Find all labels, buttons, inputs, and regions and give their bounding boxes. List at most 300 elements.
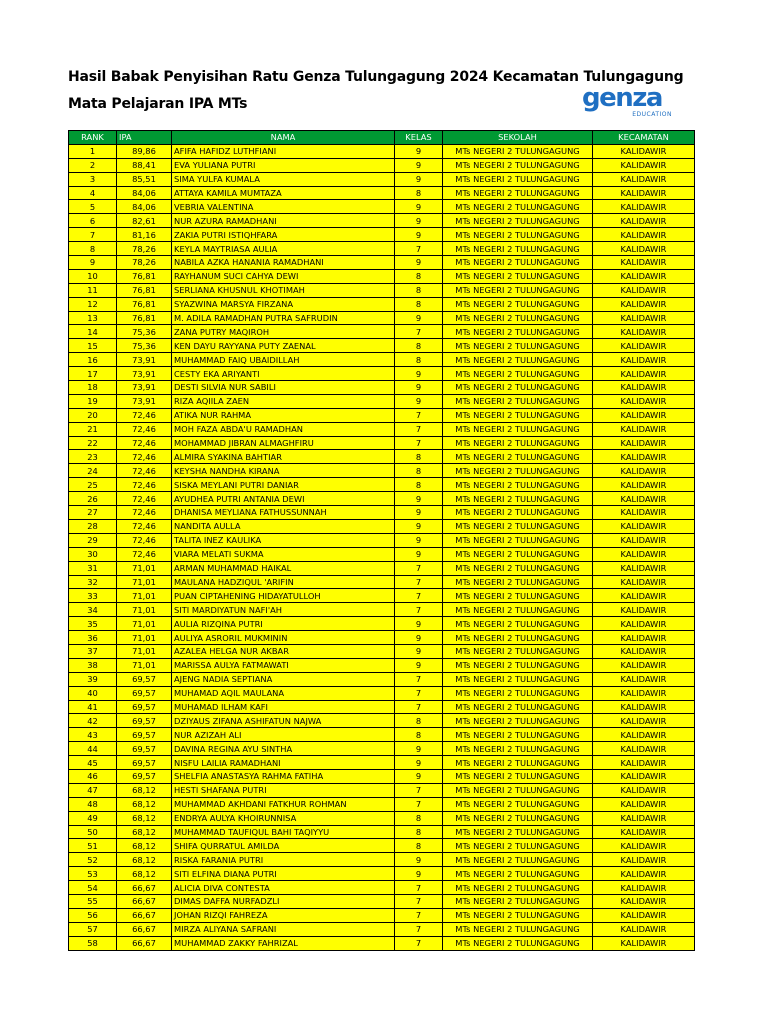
cell-ipa-score: 71,01 [117, 658, 172, 672]
cell-rank: 36 [69, 631, 117, 645]
cell-kelas: 7 [395, 783, 443, 797]
cell-kecamatan: KALIDAWIR [593, 144, 695, 158]
cell-rank: 17 [69, 367, 117, 381]
cell-sekolah: MTs NEGERI 2 TULUNGAGUNG [443, 728, 593, 742]
table-row [69, 797, 695, 811]
cell-ipa-score: 68,12 [117, 811, 172, 825]
cell-kelas: 9 [395, 867, 443, 881]
table-row [69, 547, 695, 561]
cell-rank: 27 [69, 506, 117, 520]
cell-kelas: 7 [395, 603, 443, 617]
cell-kecamatan: KALIDAWIR [593, 769, 695, 783]
column-header-ipa: IPA [117, 131, 172, 145]
cell-ipa-score: 75,36 [117, 339, 172, 353]
cell-ipa-score: 72,46 [117, 408, 172, 422]
cell-sekolah: MTs NEGERI 2 TULUNGAGUNG [443, 644, 593, 658]
table-row [69, 339, 695, 353]
cell-sekolah: MTs NEGERI 2 TULUNGAGUNG [443, 394, 593, 408]
table-row [69, 908, 695, 922]
cell-rank: 37 [69, 644, 117, 658]
table-row [69, 867, 695, 881]
cell-nama: MOH FAZA ABDA'U RAMADHAN [172, 422, 395, 436]
cell-kecamatan: KALIDAWIR [593, 867, 695, 881]
cell-kecamatan: KALIDAWIR [593, 325, 695, 339]
cell-rank: 25 [69, 478, 117, 492]
cell-kelas: 7 [395, 686, 443, 700]
cell-ipa-score: 89,86 [117, 144, 172, 158]
table-row [69, 200, 695, 214]
cell-kelas: 9 [395, 644, 443, 658]
cell-sekolah: MTs NEGERI 2 TULUNGAGUNG [443, 492, 593, 506]
cell-kelas: 8 [395, 839, 443, 853]
cell-kelas: 9 [395, 214, 443, 228]
cell-sekolah: MTs NEGERI 2 TULUNGAGUNG [443, 186, 593, 200]
cell-rank: 10 [69, 269, 117, 283]
table-row [69, 631, 695, 645]
cell-rank: 55 [69, 894, 117, 908]
cell-nama: AYUDHEA PUTRI ANTANIA DEWI [172, 492, 395, 506]
cell-sekolah: MTs NEGERI 2 TULUNGAGUNG [443, 631, 593, 645]
cell-kelas: 9 [395, 658, 443, 672]
cell-ipa-score: 69,57 [117, 769, 172, 783]
cell-ipa-score: 72,46 [117, 492, 172, 506]
cell-sekolah: MTs NEGERI 2 TULUNGAGUNG [443, 714, 593, 728]
cell-nama: AFIFA HAFIDZ LUTHFIANI [172, 144, 395, 158]
table-row [69, 422, 695, 436]
cell-rank: 29 [69, 533, 117, 547]
cell-ipa-score: 66,67 [117, 894, 172, 908]
cell-kecamatan: KALIDAWIR [593, 922, 695, 936]
cell-kelas: 8 [395, 811, 443, 825]
cell-rank: 19 [69, 394, 117, 408]
logo-wordmark: genza [582, 83, 662, 113]
cell-nama: MIRZA ALIYANA SAFRANI [172, 922, 395, 936]
cell-kelas: 9 [395, 158, 443, 172]
cell-sekolah: MTs NEGERI 2 TULUNGAGUNG [443, 519, 593, 533]
cell-kecamatan: KALIDAWIR [593, 214, 695, 228]
cell-kelas: 9 [395, 519, 443, 533]
table-row [69, 853, 695, 867]
cell-rank: 46 [69, 769, 117, 783]
cell-kecamatan: KALIDAWIR [593, 742, 695, 756]
cell-nama: MAULANA HADZIQUL 'ARIFIN [172, 575, 395, 589]
cell-sekolah: MTs NEGERI 2 TULUNGAGUNG [443, 839, 593, 853]
cell-sekolah: MTs NEGERI 2 TULUNGAGUNG [443, 311, 593, 325]
cell-kecamatan: KALIDAWIR [593, 783, 695, 797]
cell-nama: SHELFIA ANASTASYA RAHMA FATIHA [172, 769, 395, 783]
table-row [69, 311, 695, 325]
cell-kelas: 7 [395, 575, 443, 589]
cell-sekolah: MTs NEGERI 2 TULUNGAGUNG [443, 144, 593, 158]
cell-rank: 50 [69, 825, 117, 839]
table-row [69, 881, 695, 895]
cell-sekolah: MTs NEGERI 2 TULUNGAGUNG [443, 756, 593, 770]
cell-sekolah: MTs NEGERI 2 TULUNGAGUNG [443, 922, 593, 936]
cell-kecamatan: KALIDAWIR [593, 422, 695, 436]
cell-sekolah: MTs NEGERI 2 TULUNGAGUNG [443, 269, 593, 283]
cell-sekolah: MTs NEGERI 2 TULUNGAGUNG [443, 214, 593, 228]
table-row [69, 228, 695, 242]
table-row [69, 783, 695, 797]
cell-rank: 4 [69, 186, 117, 200]
cell-rank: 21 [69, 422, 117, 436]
cell-kelas: 9 [395, 533, 443, 547]
cell-sekolah: MTs NEGERI 2 TULUNGAGUNG [443, 256, 593, 270]
cell-rank: 22 [69, 436, 117, 450]
cell-rank: 11 [69, 283, 117, 297]
cell-nama: VEBRIA VALENTINA [172, 200, 395, 214]
cell-kelas: 9 [395, 367, 443, 381]
cell-nama: SYAZWINA MARSYA FIRZANA [172, 297, 395, 311]
cell-kelas: 9 [395, 381, 443, 395]
cell-ipa-score: 78,26 [117, 242, 172, 256]
cell-ipa-score: 69,57 [117, 728, 172, 742]
table-row [69, 367, 695, 381]
cell-kelas: 8 [395, 714, 443, 728]
cell-sekolah: MTs NEGERI 2 TULUNGAGUNG [443, 297, 593, 311]
cell-kecamatan: KALIDAWIR [593, 881, 695, 895]
cell-kecamatan: KALIDAWIR [593, 450, 695, 464]
cell-sekolah: MTs NEGERI 2 TULUNGAGUNG [443, 450, 593, 464]
cell-sekolah: MTs NEGERI 2 TULUNGAGUNG [443, 172, 593, 186]
table-row [69, 269, 695, 283]
cell-kelas: 8 [395, 297, 443, 311]
table-row [69, 700, 695, 714]
page-title: Hasil Babak Penyisihan Ratu Genza Tulungagung 2024 Kecamatan Tulungagung [68, 69, 684, 85]
table-row [69, 297, 695, 311]
table-row [69, 172, 695, 186]
cell-kelas: 9 [395, 547, 443, 561]
cell-nama: NANDITA AULLA [172, 519, 395, 533]
cell-ipa-score: 68,12 [117, 839, 172, 853]
cell-nama: SISKA MEYLANI PUTRI DANIAR [172, 478, 395, 492]
table-row [69, 769, 695, 783]
cell-ipa-score: 72,46 [117, 519, 172, 533]
cell-kecamatan: KALIDAWIR [593, 283, 695, 297]
cell-sekolah: MTs NEGERI 2 TULUNGAGUNG [443, 561, 593, 575]
cell-rank: 15 [69, 339, 117, 353]
cell-kecamatan: KALIDAWIR [593, 353, 695, 367]
cell-nama: ARMAN MUHAMMAD HAIKAL [172, 561, 395, 575]
table-row [69, 214, 695, 228]
cell-kelas: 9 [395, 172, 443, 186]
cell-sekolah: MTs NEGERI 2 TULUNGAGUNG [443, 381, 593, 395]
cell-sekolah: MTs NEGERI 2 TULUNGAGUNG [443, 353, 593, 367]
cell-rank: 28 [69, 519, 117, 533]
cell-kelas: 8 [395, 825, 443, 839]
cell-rank: 14 [69, 325, 117, 339]
cell-kecamatan: KALIDAWIR [593, 464, 695, 478]
cell-nama: MUHAMMAD AKHDANI FATKHUR ROHMAN [172, 797, 395, 811]
cell-ipa-score: 72,46 [117, 533, 172, 547]
cell-nama: MUHAMAD AQIL MAULANA [172, 686, 395, 700]
cell-ipa-score: 66,67 [117, 936, 172, 950]
cell-ipa-score: 68,12 [117, 797, 172, 811]
table-row [69, 617, 695, 631]
cell-kelas: 9 [395, 631, 443, 645]
cell-kecamatan: KALIDAWIR [593, 561, 695, 575]
cell-kelas: 8 [395, 478, 443, 492]
cell-rank: 20 [69, 408, 117, 422]
cell-kecamatan: KALIDAWIR [593, 658, 695, 672]
table-row [69, 186, 695, 200]
cell-kecamatan: KALIDAWIR [593, 797, 695, 811]
cell-kecamatan: KALIDAWIR [593, 311, 695, 325]
cell-nama: ALICIA DIVA CONTESTA [172, 881, 395, 895]
column-header-sekolah: SEKOLAH [443, 131, 593, 145]
cell-nama: KEYSHA NANDHA KIRANA [172, 464, 395, 478]
cell-ipa-score: 71,01 [117, 561, 172, 575]
table-row [69, 839, 695, 853]
cell-nama: NUR AZIZAH ALI [172, 728, 395, 742]
cell-nama: AULIYA ASRORIL MUKMININ [172, 631, 395, 645]
cell-kecamatan: KALIDAWIR [593, 186, 695, 200]
cell-rank: 33 [69, 589, 117, 603]
cell-kecamatan: KALIDAWIR [593, 533, 695, 547]
table-row [69, 492, 695, 506]
cell-kecamatan: KALIDAWIR [593, 825, 695, 839]
cell-kecamatan: KALIDAWIR [593, 506, 695, 520]
cell-nama: NISFU LAILIA RAMADHANI [172, 756, 395, 770]
table-row [69, 325, 695, 339]
cell-kecamatan: KALIDAWIR [593, 631, 695, 645]
table-row [69, 811, 695, 825]
cell-kelas: 7 [395, 672, 443, 686]
cell-rank: 53 [69, 867, 117, 881]
cell-nama: M. ADILA RAMADHAN PUTRA SAFRUDIN [172, 311, 395, 325]
table-row [69, 936, 695, 950]
table-row [69, 144, 695, 158]
cell-ipa-score: 72,46 [117, 547, 172, 561]
page-subtitle: Mata Pelajaran IPA MTs [68, 96, 248, 112]
cell-sekolah: MTs NEGERI 2 TULUNGAGUNG [443, 658, 593, 672]
cell-kelas: 9 [395, 742, 443, 756]
cell-kecamatan: KALIDAWIR [593, 394, 695, 408]
cell-kecamatan: KALIDAWIR [593, 297, 695, 311]
cell-nama: KEYLA MAYTRIASA AULIA [172, 242, 395, 256]
cell-sekolah: MTs NEGERI 2 TULUNGAGUNG [443, 617, 593, 631]
cell-kelas: 9 [395, 394, 443, 408]
cell-kelas: 7 [395, 325, 443, 339]
cell-nama: MUHAMMAD TAUFIQUL BAHI TAQIYYU [172, 825, 395, 839]
cell-ipa-score: 75,36 [117, 325, 172, 339]
cell-ipa-score: 73,91 [117, 353, 172, 367]
cell-kecamatan: KALIDAWIR [593, 408, 695, 422]
table-row [69, 478, 695, 492]
cell-nama: DESTI SILVIA NUR SABILI [172, 381, 395, 395]
cell-ipa-score: 71,01 [117, 644, 172, 658]
cell-ipa-score: 72,46 [117, 450, 172, 464]
cell-kecamatan: KALIDAWIR [593, 519, 695, 533]
cell-nama: NUR AZURA RAMADHANI [172, 214, 395, 228]
cell-rank: 35 [69, 617, 117, 631]
cell-sekolah: MTs NEGERI 2 TULUNGAGUNG [443, 700, 593, 714]
cell-nama: DZIYAUS ZIFANA ASHIFATUN NAJWA [172, 714, 395, 728]
cell-kecamatan: KALIDAWIR [593, 644, 695, 658]
cell-kelas: 7 [395, 589, 443, 603]
cell-rank: 7 [69, 228, 117, 242]
cell-ipa-score: 72,46 [117, 422, 172, 436]
cell-nama: DAVINA REGINA AYU SINTHA [172, 742, 395, 756]
cell-rank: 49 [69, 811, 117, 825]
table-header-row [69, 131, 695, 145]
cell-nama: RAYHANUM SUCI CAHYA DEWI [172, 269, 395, 283]
cell-sekolah: MTs NEGERI 2 TULUNGAGUNG [443, 797, 593, 811]
cell-ipa-score: 76,81 [117, 269, 172, 283]
cell-sekolah: MTs NEGERI 2 TULUNGAGUNG [443, 783, 593, 797]
cell-rank: 45 [69, 756, 117, 770]
table-row [69, 603, 695, 617]
cell-kecamatan: KALIDAWIR [593, 478, 695, 492]
cell-nama: RISKA FARANIA PUTRI [172, 853, 395, 867]
cell-ipa-score: 69,57 [117, 756, 172, 770]
cell-kelas: 7 [395, 242, 443, 256]
cell-kelas: 9 [395, 617, 443, 631]
cell-nama: JOHAN RIZQI FAHREZA [172, 908, 395, 922]
cell-ipa-score: 66,67 [117, 922, 172, 936]
table-row [69, 894, 695, 908]
cell-sekolah: MTs NEGERI 2 TULUNGAGUNG [443, 853, 593, 867]
cell-kecamatan: KALIDAWIR [593, 436, 695, 450]
cell-ipa-score: 69,57 [117, 672, 172, 686]
cell-kelas: 9 [395, 256, 443, 270]
cell-kelas: 8 [395, 186, 443, 200]
cell-rank: 6 [69, 214, 117, 228]
cell-nama: ATIKA NUR RAHMA [172, 408, 395, 422]
cell-kecamatan: KALIDAWIR [593, 200, 695, 214]
table-row [69, 825, 695, 839]
table-row [69, 381, 695, 395]
table-row [69, 742, 695, 756]
cell-rank: 40 [69, 686, 117, 700]
cell-nama: VIARA MELATI SUKMA [172, 547, 395, 561]
cell-kelas: 7 [395, 922, 443, 936]
cell-ipa-score: 72,46 [117, 464, 172, 478]
cell-sekolah: MTs NEGERI 2 TULUNGAGUNG [443, 506, 593, 520]
cell-ipa-score: 71,01 [117, 617, 172, 631]
cell-kecamatan: KALIDAWIR [593, 172, 695, 186]
cell-kelas: 9 [395, 769, 443, 783]
cell-nama: AZALEA HELGA NUR AKBAR [172, 644, 395, 658]
cell-kecamatan: KALIDAWIR [593, 547, 695, 561]
cell-sekolah: MTs NEGERI 2 TULUNGAGUNG [443, 422, 593, 436]
genza-logo [582, 83, 674, 119]
cell-sekolah: MTs NEGERI 2 TULUNGAGUNG [443, 339, 593, 353]
cell-rank: 2 [69, 158, 117, 172]
cell-kelas: 8 [395, 339, 443, 353]
cell-nama: EVA YULIANA PUTRI [172, 158, 395, 172]
cell-rank: 39 [69, 672, 117, 686]
cell-kelas: 7 [395, 436, 443, 450]
cell-ipa-score: 68,12 [117, 825, 172, 839]
cell-ipa-score: 71,01 [117, 631, 172, 645]
cell-sekolah: MTs NEGERI 2 TULUNGAGUNG [443, 200, 593, 214]
cell-rank: 52 [69, 853, 117, 867]
cell-kecamatan: KALIDAWIR [593, 242, 695, 256]
cell-sekolah: MTs NEGERI 2 TULUNGAGUNG [443, 589, 593, 603]
cell-kelas: 9 [395, 311, 443, 325]
cell-kelas: 7 [395, 908, 443, 922]
logo-subtext: EDUCATION [632, 111, 672, 118]
cell-nama: AULIA RIZQINA PUTRI [172, 617, 395, 631]
cell-nama: ALMIRA SYAKINA BAHTIAR [172, 450, 395, 464]
cell-ipa-score: 76,81 [117, 311, 172, 325]
table-row [69, 506, 695, 520]
cell-ipa-score: 71,01 [117, 575, 172, 589]
cell-ipa-score: 73,91 [117, 367, 172, 381]
cell-sekolah: MTs NEGERI 2 TULUNGAGUNG [443, 367, 593, 381]
cell-nama: SIMA YULFA KUMALA [172, 172, 395, 186]
cell-kelas: 7 [395, 561, 443, 575]
cell-kelas: 9 [395, 228, 443, 242]
cell-kelas: 7 [395, 894, 443, 908]
table-row [69, 256, 695, 270]
cell-ipa-score: 72,46 [117, 506, 172, 520]
cell-kelas: 8 [395, 283, 443, 297]
cell-kelas: 7 [395, 936, 443, 950]
cell-nama: MUHAMAD ILHAM KAFI [172, 700, 395, 714]
cell-nama: SERLIANA KHUSNUL KHOTIMAH [172, 283, 395, 297]
table-row [69, 450, 695, 464]
cell-kelas: 9 [395, 492, 443, 506]
table-row [69, 519, 695, 533]
cell-ipa-score: 66,67 [117, 908, 172, 922]
cell-sekolah: MTs NEGERI 2 TULUNGAGUNG [443, 464, 593, 478]
cell-ipa-score: 72,46 [117, 478, 172, 492]
cell-rank: 30 [69, 547, 117, 561]
cell-sekolah: MTs NEGERI 2 TULUNGAGUNG [443, 533, 593, 547]
cell-kecamatan: KALIDAWIR [593, 839, 695, 853]
cell-ipa-score: 71,01 [117, 589, 172, 603]
cell-kelas: 9 [395, 756, 443, 770]
cell-sekolah: MTs NEGERI 2 TULUNGAGUNG [443, 242, 593, 256]
cell-rank: 43 [69, 728, 117, 742]
cell-kecamatan: KALIDAWIR [593, 700, 695, 714]
cell-rank: 48 [69, 797, 117, 811]
cell-sekolah: MTs NEGERI 2 TULUNGAGUNG [443, 769, 593, 783]
cell-kecamatan: KALIDAWIR [593, 728, 695, 742]
cell-sekolah: MTs NEGERI 2 TULUNGAGUNG [443, 547, 593, 561]
table-row [69, 922, 695, 936]
cell-kecamatan: KALIDAWIR [593, 811, 695, 825]
cell-rank: 26 [69, 492, 117, 506]
cell-kelas: 8 [395, 464, 443, 478]
table-row [69, 533, 695, 547]
cell-rank: 32 [69, 575, 117, 589]
table-body [69, 144, 695, 950]
cell-kelas: 8 [395, 450, 443, 464]
cell-sekolah: MTs NEGERI 2 TULUNGAGUNG [443, 436, 593, 450]
table-row [69, 575, 695, 589]
cell-kelas: 9 [395, 506, 443, 520]
cell-kecamatan: KALIDAWIR [593, 908, 695, 922]
cell-rank: 42 [69, 714, 117, 728]
cell-ipa-score: 88,41 [117, 158, 172, 172]
cell-ipa-score: 85,51 [117, 172, 172, 186]
cell-nama: MUHAMMAD ZAKKY FAHRIZAL [172, 936, 395, 950]
column-header-nama: NAMA [172, 131, 395, 145]
cell-sekolah: MTs NEGERI 2 TULUNGAGUNG [443, 408, 593, 422]
cell-nama: HESTI SHAFANA PUTRI [172, 783, 395, 797]
table-row [69, 644, 695, 658]
cell-kecamatan: KALIDAWIR [593, 269, 695, 283]
cell-rank: 3 [69, 172, 117, 186]
cell-ipa-score: 69,57 [117, 742, 172, 756]
cell-kecamatan: KALIDAWIR [593, 617, 695, 631]
cell-rank: 1 [69, 144, 117, 158]
cell-sekolah: MTs NEGERI 2 TULUNGAGUNG [443, 228, 593, 242]
cell-kelas: 8 [395, 269, 443, 283]
